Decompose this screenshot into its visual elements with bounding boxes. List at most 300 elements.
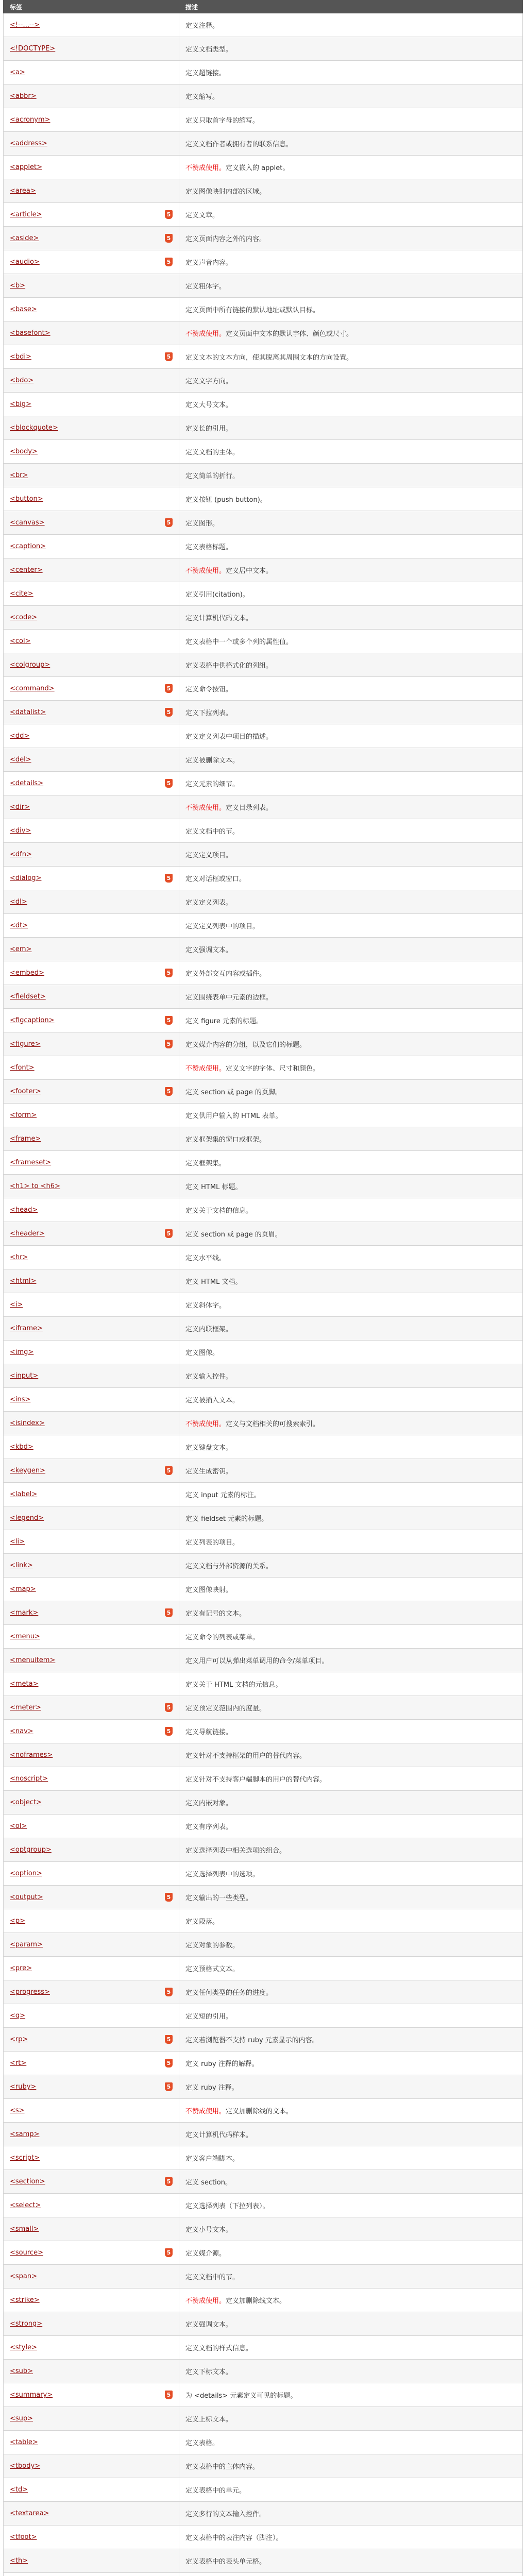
description-text: 定义计算机代码文本。 — [185, 615, 253, 622]
description-cell — [179, 1269, 523, 1293]
tag-link[interactable]: <article> — [10, 211, 42, 218]
description-cell — [179, 1506, 523, 1530]
tag-link[interactable]: <col> — [10, 637, 31, 645]
description-cell — [179, 464, 523, 487]
deprecated-label: 不赞成使用。 — [185, 1065, 226, 1073]
tag-link[interactable]: <dir> — [10, 803, 30, 811]
tag-cell — [4, 1222, 179, 1246]
tag-link[interactable]: <dt> — [10, 922, 28, 929]
description-cell — [179, 1483, 523, 1506]
tag-cell — [4, 464, 179, 487]
tag-cell — [4, 1980, 179, 2004]
description-cell — [179, 1459, 523, 1483]
table-row — [4, 1317, 523, 1341]
table-row — [4, 795, 523, 819]
tag-link[interactable]: <audio> — [10, 258, 40, 266]
tag-cell — [4, 653, 179, 677]
description-cell — [179, 1862, 523, 1886]
tag-link[interactable]: <td> — [10, 2486, 28, 2494]
html5-icon: 5 — [165, 1703, 173, 1712]
table-row — [4, 1672, 523, 1696]
tag-link[interactable]: <figcaption> — [10, 1016, 55, 1024]
tag-link[interactable]: <big> — [10, 400, 31, 408]
html5-icon: 5 — [165, 1229, 173, 1238]
tag-link[interactable]: <ins> — [10, 1396, 31, 1403]
tag-link[interactable]: <q> — [10, 2012, 26, 2020]
tag-link[interactable]: <font> — [10, 1064, 35, 1072]
description-cell — [179, 37, 523, 61]
tag-cell — [4, 1672, 179, 1696]
table-row — [4, 1151, 523, 1175]
table-row — [4, 2336, 523, 2360]
description-cell — [179, 227, 523, 250]
tag-link[interactable]: <script> — [10, 2154, 40, 2162]
tag-link[interactable]: <rt> — [10, 2059, 27, 2067]
description-cell — [179, 1222, 523, 1246]
table-row — [4, 250, 523, 274]
html5-icon: 5 — [165, 1727, 173, 1736]
description-cell — [179, 2075, 523, 2099]
description-text: 定义命令按钮。 — [185, 686, 233, 693]
description-text: 定义文档的主体。 — [185, 449, 240, 456]
description-text: 定义输入控件。 — [185, 1373, 233, 1381]
tag-link[interactable]: <body> — [10, 448, 38, 455]
tag-link[interactable]: <section> — [10, 2178, 45, 2185]
tag-link[interactable]: <command> — [10, 685, 55, 692]
description-text: 定义对话框或窗口。 — [185, 875, 246, 883]
tag-link[interactable]: <applet> — [10, 163, 42, 171]
tag-cell — [4, 2549, 179, 2573]
table-row — [4, 2075, 523, 2099]
tag-link[interactable]: <br> — [10, 471, 28, 479]
tag-link[interactable]: <acronym> — [10, 116, 50, 124]
html5-icon: 5 — [165, 2248, 173, 2257]
tag-cell — [4, 2028, 179, 2052]
table-row — [4, 1435, 523, 1459]
tag-link[interactable]: <strike> — [10, 2296, 40, 2304]
description-text: 定义用户可以从弹出菜单调用的命令/菜单项目。 — [185, 1657, 329, 1665]
tag-link[interactable]: <img> — [10, 1348, 34, 1356]
html5-icon: 5 — [165, 258, 173, 266]
tag-link[interactable]: <i> — [10, 1301, 23, 1309]
tag-cell — [4, 1293, 179, 1317]
table-row — [4, 1649, 523, 1672]
tag-link[interactable]: <input> — [10, 1372, 39, 1380]
tag-cell — [4, 701, 179, 724]
tag-link[interactable]: <p> — [10, 1917, 26, 1925]
description-text: 定义 section 或 page 的页脚。 — [185, 1089, 282, 1096]
tag-link[interactable]: <dl> — [10, 898, 27, 906]
table-row — [4, 2146, 523, 2170]
tag-link[interactable]: <fieldset> — [10, 993, 46, 1001]
tag-link[interactable]: <small> — [10, 2225, 39, 2233]
description-cell — [179, 914, 523, 938]
table-row — [4, 748, 523, 772]
tag-link[interactable]: <keygen> — [10, 1467, 46, 1475]
tag-link[interactable]: <header> — [10, 1230, 45, 1238]
table-row — [4, 1198, 523, 1222]
description-cell — [179, 250, 523, 274]
tag-link[interactable]: <code> — [10, 614, 38, 621]
tag-link[interactable]: <div> — [10, 827, 31, 835]
table-row — [4, 2004, 523, 2028]
tag-link[interactable]: <select> — [10, 2201, 41, 2209]
description-cell — [179, 1980, 523, 2004]
tag-cell — [4, 321, 179, 345]
tag-link[interactable]: <hr> — [10, 1253, 28, 1261]
table-row — [4, 1862, 523, 1886]
description-cell — [179, 843, 523, 867]
tag-link[interactable]: <pre> — [10, 1964, 32, 1972]
tag-cell — [4, 2099, 179, 2123]
tag-link[interactable]: <frame> — [10, 1135, 41, 1143]
tag-link[interactable]: <area> — [10, 187, 36, 195]
description-text: 定义围绕表单中元素的边框。 — [185, 994, 273, 1002]
tag-cell — [4, 369, 179, 393]
html5-icon: 5 — [165, 1466, 173, 1475]
tag-cell — [4, 393, 179, 416]
description-text: 定义有序列表。 — [185, 1823, 233, 1831]
tag-link[interactable]: <colgroup> — [10, 661, 50, 669]
tag-cell — [4, 1720, 179, 1743]
description-cell — [179, 2099, 523, 2123]
tag-link[interactable]: <blockquote> — [10, 424, 58, 432]
description-cell — [179, 1341, 523, 1364]
description-text: 定义 figure 元素的标题。 — [185, 1018, 263, 1025]
tag-link[interactable]: <noscript> — [10, 1775, 48, 1783]
description-text: 定义斜体字。 — [185, 1302, 226, 1310]
tag-link[interactable]: <basefont> — [10, 329, 50, 337]
description-text: 定义内嵌对象。 — [185, 1800, 233, 1807]
tag-link[interactable]: <strong> — [10, 2320, 43, 2328]
table-row — [4, 1246, 523, 1269]
tag-link[interactable]: <aside> — [10, 234, 39, 242]
description-cell — [179, 1957, 523, 1980]
description-cell — [179, 2052, 523, 2075]
description-cell — [179, 108, 523, 132]
tag-cell — [4, 2478, 179, 2502]
description-cell — [179, 630, 523, 653]
tag-link[interactable]: <textarea> — [10, 2510, 49, 2517]
description-cell — [179, 511, 523, 535]
tag-cell — [4, 345, 179, 369]
table-row — [4, 179, 523, 203]
tag-cell — [4, 819, 179, 843]
tag-link[interactable]: <progress> — [10, 1988, 50, 1996]
deprecated-label: 不赞成使用。 — [185, 330, 226, 338]
table-row — [4, 1175, 523, 1198]
description-cell — [179, 2431, 523, 2454]
table-row — [4, 1056, 523, 1080]
tag-link[interactable]: <bdo> — [10, 377, 34, 384]
tag-link[interactable]: <tbody> — [10, 2462, 41, 2470]
tag-link[interactable]: <html> — [10, 1277, 37, 1285]
tag-link[interactable]: <ol> — [10, 1822, 27, 1830]
tag-link[interactable]: <button> — [10, 495, 43, 503]
tag-link[interactable]: <style> — [10, 2344, 37, 2351]
description-text: 定义选择列表（下拉列表）。 — [185, 2202, 269, 2210]
table-row — [4, 724, 523, 748]
description-text: 定义声音内容。 — [185, 259, 233, 267]
tag-cell — [4, 1364, 179, 1388]
tag-link[interactable]: <span> — [10, 2273, 38, 2280]
table-row — [4, 1578, 523, 1601]
tag-link[interactable]: <mark> — [10, 1609, 39, 1617]
html5-icon: 5 — [165, 1893, 173, 1902]
tag-link[interactable]: <dfn> — [10, 851, 32, 858]
description-text: 定义表格中的表注内容（脚注）。 — [185, 2534, 283, 2542]
tag-link[interactable]: <!DOCTYPE> — [10, 45, 56, 53]
tag-link[interactable]: <embed> — [10, 969, 44, 977]
table-row — [4, 961, 523, 985]
tag-link[interactable]: <map> — [10, 1585, 36, 1593]
tag-link[interactable]: <nav> — [10, 1727, 33, 1735]
table-row — [4, 2502, 523, 2526]
tag-link[interactable]: <h1> to <h6> — [10, 1182, 60, 1190]
table-row — [4, 2052, 523, 2075]
description-cell — [179, 2146, 523, 2170]
description-cell — [179, 274, 523, 298]
table-header-row — [4, 1, 523, 13]
tag-link[interactable]: <abbr> — [10, 92, 37, 100]
column-header-tag: 标签 — [4, 1, 179, 13]
tag-link[interactable]: <isindex> — [10, 1419, 45, 1427]
table-row — [4, 2478, 523, 2502]
tag-link[interactable]: <figure> — [10, 1040, 41, 1048]
deprecated-label: 不赞成使用。 — [185, 567, 226, 575]
tag-link[interactable]: <bdi> — [10, 353, 31, 361]
table-row — [4, 1815, 523, 1838]
description-cell — [179, 606, 523, 630]
tag-link[interactable]: <noframes> — [10, 1751, 53, 1759]
description-text: 定义表格中供格式化的列组。 — [185, 662, 273, 670]
tag-link[interactable]: <dialog> — [10, 874, 42, 882]
tag-cell — [4, 1246, 179, 1269]
tag-link[interactable]: <cite> — [10, 590, 33, 598]
description-cell — [179, 1791, 523, 1815]
html5-icon: 5 — [165, 874, 173, 883]
table-row — [4, 2549, 523, 2573]
table-row — [4, 1459, 523, 1483]
description-text: 定义文档的样式信息。 — [185, 2345, 253, 2352]
description-cell — [179, 2526, 523, 2549]
tag-link[interactable]: <caption> — [10, 543, 46, 550]
tag-link[interactable]: <summary> — [10, 2391, 53, 2399]
tag-link[interactable]: <del> — [10, 756, 31, 764]
html5-icon: 5 — [165, 2177, 173, 2186]
description-cell — [179, 1696, 523, 1720]
tag-cell — [4, 795, 179, 819]
tag-link[interactable]: <frameset> — [10, 1159, 52, 1166]
tag-link[interactable]: <em> — [10, 945, 32, 953]
tag-cell — [4, 843, 179, 867]
table-row — [4, 2194, 523, 2217]
tag-cell — [4, 606, 179, 630]
tag-link[interactable]: <sup> — [10, 2415, 33, 2422]
description-cell — [179, 1056, 523, 1080]
table-row — [4, 487, 523, 511]
table-row — [4, 61, 523, 84]
html5-icon: 5 — [165, 1040, 173, 1048]
tag-link[interactable]: <legend> — [10, 1514, 44, 1522]
table-row — [4, 345, 523, 369]
tag-link[interactable]: <footer> — [10, 1088, 41, 1095]
tag-link[interactable]: <!--...--> — [10, 21, 40, 29]
tag-link[interactable]: <dd> — [10, 732, 30, 740]
tag-link[interactable]: <center> — [10, 566, 43, 574]
description-text: 定义文章。 — [185, 212, 219, 219]
table-row — [4, 2170, 523, 2194]
tag-link[interactable]: <th> — [10, 2557, 28, 2565]
description-cell — [179, 1435, 523, 1459]
description-text: 定义文字的字体、尺寸和颜色。 — [226, 1065, 320, 1073]
tag-cell — [4, 677, 179, 701]
tag-cell — [4, 1056, 179, 1080]
tag-link[interactable]: <address> — [10, 140, 47, 147]
table-row — [4, 843, 523, 867]
tag-link[interactable]: <source> — [10, 2249, 43, 2257]
tag-link[interactable]: <meter> — [10, 1704, 41, 1711]
table-row — [4, 274, 523, 298]
tag-link[interactable]: <samp> — [10, 2130, 40, 2138]
tag-cell — [4, 2312, 179, 2336]
description-cell — [179, 961, 523, 985]
description-cell — [179, 2573, 523, 2576]
tag-cell — [4, 582, 179, 606]
tag-link[interactable]: <sub> — [10, 2367, 33, 2375]
tag-link[interactable]: <canvas> — [10, 519, 45, 527]
tag-cell — [4, 2360, 179, 2383]
table-row — [4, 1530, 523, 1554]
tag-link[interactable]: <meta> — [10, 1680, 39, 1688]
tag-cell — [4, 1175, 179, 1198]
tag-link[interactable]: <kbd> — [10, 1443, 33, 1451]
description-text: 定义任何类型的任务的进度。 — [185, 1989, 273, 1997]
tag-link[interactable]: <rp> — [10, 2036, 28, 2043]
table-row — [4, 2123, 523, 2146]
tag-link[interactable]: <li> — [10, 1538, 25, 1546]
tag-link[interactable]: <s> — [10, 2107, 25, 2114]
tag-cell — [4, 985, 179, 1009]
description-cell — [179, 2336, 523, 2360]
table-row — [4, 914, 523, 938]
tag-link[interactable]: <b> — [10, 282, 26, 290]
tag-cell — [4, 1957, 179, 1980]
description-cell — [179, 985, 523, 1009]
description-text: 定义关于文档的信息。 — [185, 1207, 253, 1215]
table-row — [4, 890, 523, 914]
tag-cell — [4, 1767, 179, 1791]
tag-cell — [4, 1080, 179, 1104]
description-text: 定义小号文本。 — [185, 2226, 233, 2234]
description-text: 定义嵌入的 applet。 — [226, 164, 290, 172]
tag-link[interactable]: <optgroup> — [10, 1846, 52, 1854]
table-row — [4, 1767, 523, 1791]
tag-link[interactable]: <menu> — [10, 1633, 40, 1640]
tag-link[interactable]: <details> — [10, 779, 44, 787]
tag-link[interactable]: <link> — [10, 1562, 33, 1569]
description-text: 定义缩写。 — [185, 93, 219, 101]
html5-icon: 5 — [165, 1988, 173, 1996]
table-row — [4, 1269, 523, 1293]
tag-link[interactable]: <menuitem> — [10, 1656, 56, 1664]
tag-cell — [4, 1317, 179, 1341]
description-cell — [179, 558, 523, 582]
tag-link[interactable]: <datalist> — [10, 708, 46, 716]
description-text: 定义定义列表中项目的描述。 — [185, 733, 273, 741]
tag-cell — [4, 440, 179, 464]
description-cell — [179, 2407, 523, 2431]
description-text: 定义文档中的节。 — [185, 2274, 240, 2281]
table-row — [4, 227, 523, 250]
table-row — [4, 298, 523, 321]
tag-cell — [4, 535, 179, 558]
table-row — [4, 535, 523, 558]
description-cell — [179, 1317, 523, 1341]
description-text: 定义强调文本。 — [185, 2321, 233, 2329]
tag-link[interactable]: <iframe> — [10, 1325, 43, 1332]
tag-link[interactable]: <ruby> — [10, 2083, 37, 2091]
table-row — [4, 1933, 523, 1957]
tag-link[interactable]: <base> — [10, 306, 37, 313]
tag-cell — [4, 298, 179, 321]
description-text: 定义超链接。 — [185, 70, 226, 77]
description-cell — [179, 795, 523, 819]
html5-icon: 5 — [165, 234, 173, 243]
html5-icon: 5 — [165, 518, 173, 527]
table-row — [4, 108, 523, 132]
description-cell — [179, 2028, 523, 2052]
tag-cell — [4, 2146, 179, 2170]
tag-cell — [4, 1388, 179, 1412]
table-row — [4, 1957, 523, 1980]
tag-cell — [4, 1909, 179, 1933]
description-text: 定义文档中的节。 — [185, 828, 240, 836]
description-text: 定义元素的细节。 — [185, 781, 240, 788]
table-row — [4, 1080, 523, 1104]
description-text: 定义目录列表。 — [226, 804, 273, 812]
tag-link[interactable]: <head> — [10, 1206, 38, 1214]
table-row — [4, 2526, 523, 2549]
description-text: 定义列表的项目。 — [185, 1539, 240, 1547]
tag-link[interactable]: <table> — [10, 2438, 38, 2446]
table-row — [4, 630, 523, 653]
tag-cell — [4, 1601, 179, 1625]
description-text: 定义下拉列表。 — [185, 709, 233, 717]
tag-cell — [4, 558, 179, 582]
description-text: 定义定义列表。 — [185, 899, 233, 907]
description-text: 定义外部交互内容或插件。 — [185, 970, 266, 978]
description-text: 定义图像映射。 — [185, 1586, 233, 1594]
description-cell — [179, 2478, 523, 2502]
description-text: 定义 ruby 注释。 — [185, 2084, 239, 2092]
table-row — [4, 2028, 523, 2052]
tag-link[interactable]: <param> — [10, 1941, 43, 1948]
description-text: 定义注释。 — [185, 22, 219, 30]
table-row — [4, 2289, 523, 2312]
tag-link[interactable]: <label> — [10, 1490, 38, 1498]
tag-link[interactable]: <output> — [10, 1893, 43, 1901]
description-text: 定义选择列表中的选项。 — [185, 1871, 260, 1878]
description-cell — [179, 2170, 523, 2194]
tag-link[interactable]: <form> — [10, 1111, 37, 1119]
tag-link[interactable]: <object> — [10, 1799, 42, 1806]
tag-link[interactable]: <a> — [10, 69, 25, 76]
tag-link[interactable]: <option> — [10, 1870, 42, 1877]
table-row — [4, 2573, 523, 2576]
tag-link[interactable]: <tfoot> — [10, 2533, 37, 2541]
table-row — [4, 653, 523, 677]
